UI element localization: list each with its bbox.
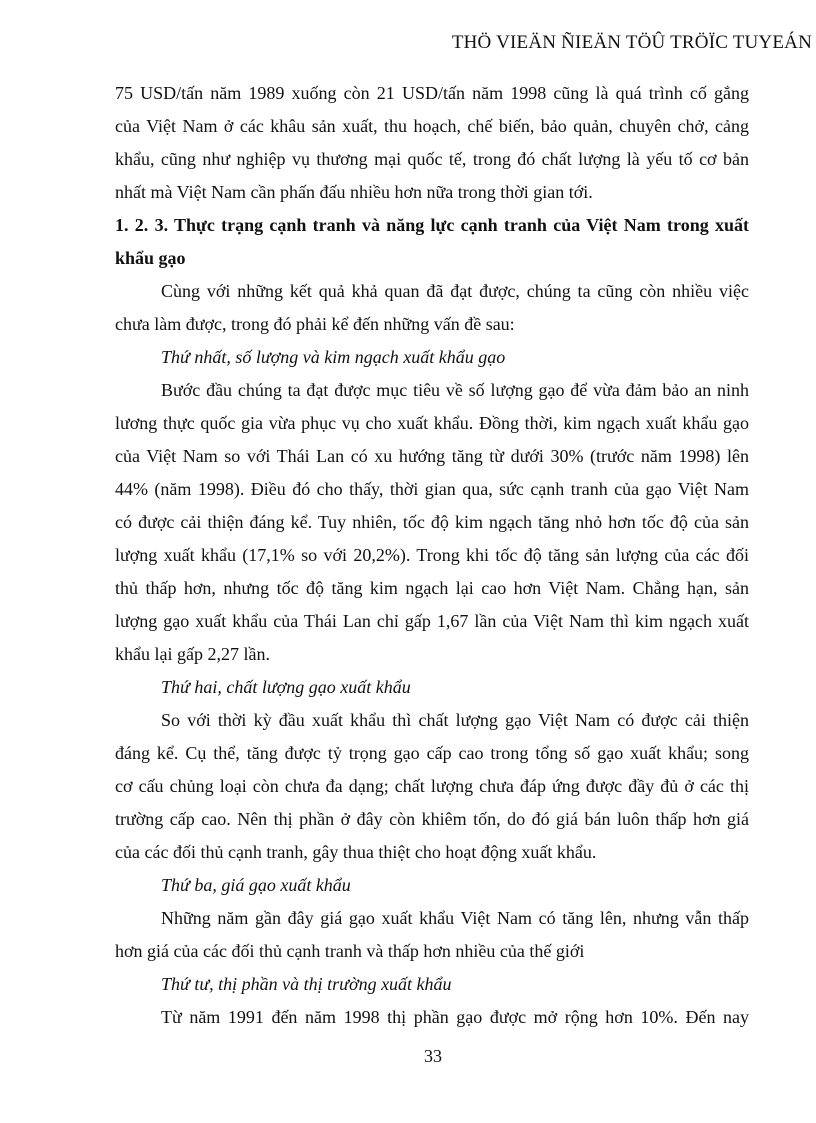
- subheading-third: Thứ ba, giá gạo xuất khẩu: [161, 875, 351, 895]
- text-line: chưa làm được, trong đó phải kể đến những vấn đề sau:: [115, 314, 515, 334]
- text-line: của Việt Nam ở các khâu sản xuất, thu hoạch, chế biến, bảo quản, chuyên chở, cảng: [115, 116, 749, 136]
- text-line: khẩu, cũng như nghiệp vụ thương mại quốc tế, trong đó chất lượng là yếu tố cơ bản: [115, 149, 749, 169]
- text-line: thủ thấp hơn, nhưng tốc độ tăng kim ngạch lại cao hơn Việt Nam. Chẳng hạn, sản: [115, 578, 749, 598]
- library-header: THÖ VIEÄN ÑIEÄN TÖÛ TRÖÏC TUYEÁN: [451, 32, 812, 53]
- paragraph-start: Những năm gần đây giá gạo xuất khẩu Việt Nam có tăng lên, nhưng vẫn thấp: [161, 908, 749, 928]
- text-line: lượng gạo xuất khẩu của Thái Lan chỉ gấp 1,67 lần của Việt Nam thì kim ngạch xuất: [115, 611, 749, 631]
- text-line: trường cấp cao. Nên thị phần ở đây còn khiêm tốn, do đó giá bán luôn thấp hơn giá: [115, 809, 749, 829]
- section-heading-cont: khẩu gạo: [115, 248, 186, 268]
- text-line: 75 USD/tấn năm 1989 xuống còn 21 USD/tấn năm 1998 cũng là quá trình cố gắng: [115, 83, 749, 103]
- text-line: 44% (năm 1998). Điều đó cho thấy, thời gian qua, sức cạnh tranh của gạo Việt Nam: [115, 479, 749, 499]
- section-heading: 1. 2. 3. Thực trạng cạnh tranh và năng lực cạnh tranh của Việt Nam trong xuất: [115, 215, 749, 235]
- paragraph-start: Bước đầu chúng ta đạt được mục tiêu về số lượng gạo để vừa đảm bảo an ninh: [161, 380, 749, 400]
- paragraph-start: So với thời kỳ đầu xuất khẩu thì chất lượng gạo Việt Nam có được cải thiện: [161, 710, 749, 730]
- text-line: của Việt Nam so với Thái Lan có xu hướng tăng từ dưới 30% (trước năm 1998) lên: [115, 446, 749, 466]
- subheading-second: Thứ hai, chất lượng gạo xuất khẩu: [161, 677, 411, 697]
- page-number: 33: [424, 1046, 442, 1066]
- text-line: cơ cấu chủng loại còn chưa đa dạng; chất lượng chưa đáp ứng được đầy đủ ở các thị: [115, 776, 749, 796]
- paragraph-start: Cùng với những kết quả khả quan đã đạt được, chúng ta cũng còn nhiều việc: [161, 281, 749, 301]
- text-line: có được cải thiện đáng kể. Tuy nhiên, tốc độ kim ngạch tăng nhỏ hơn tốc độ của sản: [115, 512, 749, 532]
- text-line: lượng xuất khẩu (17,1% so với 20,2%). Trong khi tốc độ tăng sản lượng của các đối: [115, 545, 749, 565]
- text-line: lương thực quốc gia vừa phục vụ cho xuất khẩu. Đồng thời, kim ngạch xuất khẩu gạo: [115, 413, 749, 433]
- document-body: [115, 77, 749, 1034]
- subheading-fourth: Thứ tư, thị phần và thị trường xuất khẩu: [161, 974, 452, 994]
- paragraph-start: Từ năm 1991 đến năm 1998 thị phần gạo được mở rộng hơn 10%. Đến nay: [161, 1007, 749, 1027]
- text-line: khẩu lại gấp 2,27 lần.: [115, 644, 270, 664]
- text-line: đáng kể. Cụ thể, tăng được tỷ trọng gạo cấp cao trong tổng số gạo xuất khẩu; song: [115, 743, 749, 763]
- text-line: nhất mà Việt Nam cần phấn đấu nhiều hơn nữa trong thời gian tới.: [115, 182, 593, 202]
- text-line: hơn giá của các đối thủ cạnh tranh và thấp hơn nhiều của thế giới: [115, 941, 585, 961]
- subheading-first: Thứ nhất, số lượng và kim ngạch xuất khẩu gạo: [161, 347, 506, 367]
- text-line: của các đối thủ cạnh tranh, gây thua thiệt cho hoạt động xuất khẩu.: [115, 842, 597, 862]
